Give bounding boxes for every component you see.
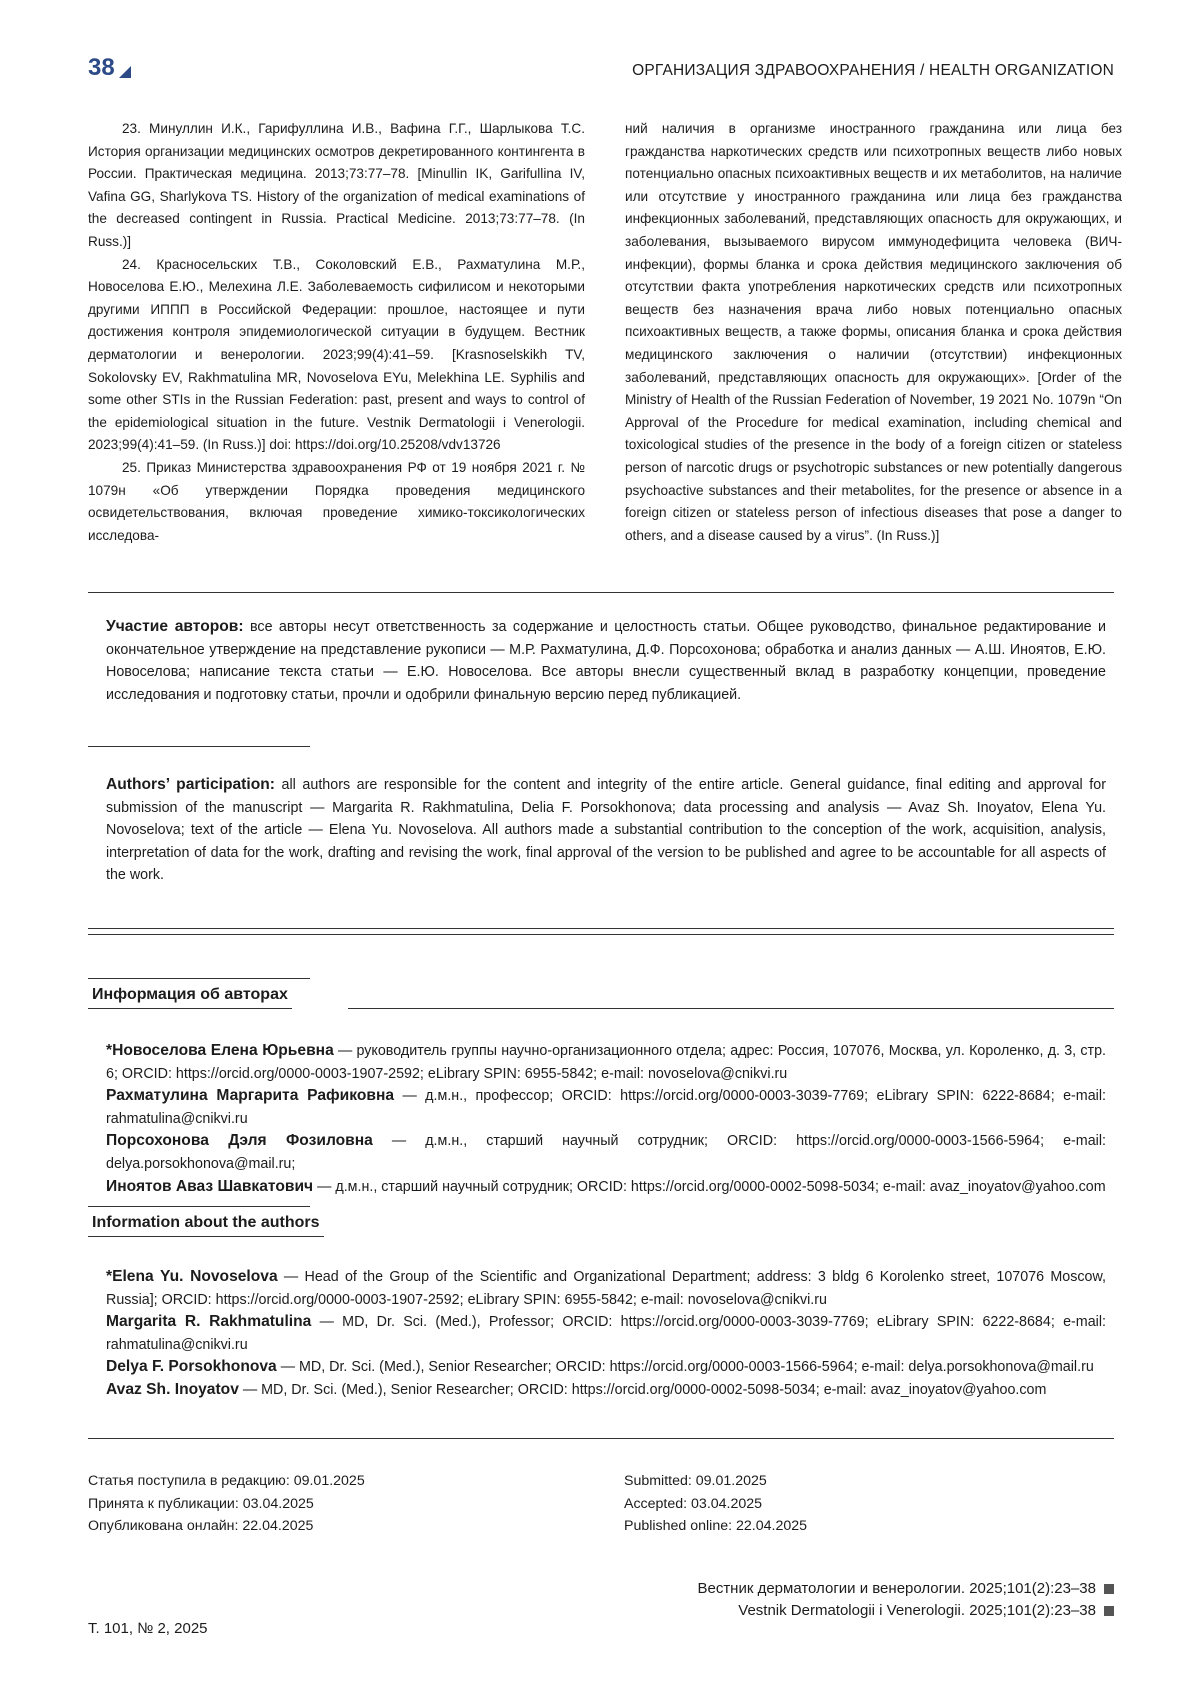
participation-ru-text: все авторы несут ответственность за содержание и целостность статьи. Общее руководство, финальное редактирование и окончательное утверждение на представление рукописи — М.Р. Рахматулина, Д.Ф. Порсохонова; обработка и анализ данных — А.Ш. Иноятов, Е.Ю. Новоселова; написание текста статьи — Е.Ю. Новоселова. Все авторы внесли существенный вклад в разработку концепции, проведение исследования и подготовку статьи, прочли и одобрили финальную версию перед публикацией.: [106, 619, 1107, 703]
author-en-item: Avaz Sh. Inoyatov — MD, Dr. Sci. (Med.), Senior Researcher; ORCID: https://orcid.org/0000-0002-5098-5034; e-mail: avaz_inoyatov@yahoo.com: [106, 1380, 1047, 1398]
dates-en: [624, 1470, 807, 1538]
authors-en-list: [106, 1266, 1106, 1402]
date-submitted-ru: Статья поступила в редакцию: 09.01.2025: [88, 1473, 365, 1489]
references: [88, 118, 1122, 547]
date-published-en: Published online: 22.04.2025: [624, 1518, 808, 1535]
author-en-item: Delya F. Porsokhonova — MD, Dr. Sci. (Med.), Senior Researcher; ORCID: https://orcid.org/0000-0003-1566-5964; e-mail: delya.porsokhonova@mail.ru: [106, 1358, 1094, 1376]
square-icon: [1104, 1606, 1114, 1616]
footer-journal-en: Vestnik Dermatologii i Venerologii. 2025;101(2):23–38: [738, 1602, 1096, 1619]
tab-top-line: [88, 978, 310, 979]
date-published-ru: Опубликована онлайн: 22.04.2025: [88, 1518, 314, 1535]
reference-25-part1: 25. Приказ Министерства здравоохранения РФ от 19 ноября 2021 г. № 1079н «Об утверждении Порядка проведения медицинского освидетельствования, включая проведение химико-токсикологических исследова-: [88, 459, 585, 543]
participation-en: [106, 774, 1106, 887]
author-ru-item: Порсохонова Дэля Фозиловна — д.м.н., старший научный сотрудник; ORCID: https://orcid.org/0000-0003-1566-5964; e-mail: delya.porsokhonova@mail.ru;: [106, 1132, 1106, 1172]
authors-en-title: Information about the authors: [88, 1212, 324, 1237]
date-accepted-ru: Принята к публикации: 03.04.2025: [88, 1495, 314, 1512]
participation-ru-label: Участие авторов:: [106, 618, 244, 635]
authors-ru-title: Информация об авторах: [88, 984, 292, 1009]
tab-top-line: [88, 1206, 310, 1207]
reference-24: 24. Красносельских Т.В., Соколовский Е.В., Рахматулина М.Р., Новоселова Е.Ю., Мелехина Л.Е. Заболеваемость сифилисом и некоторыми другими ИППП в Российской Федерации: прошлое, настоящее и пути достижения контроля эпидемиологической ситуации в будущем. Вестник дерматологии и венерологии. 2023;99(4):41–59. [Krasnoselskikh TV, Sokolovsky EV, Rakhmatulina MR, Novoselova EYu, Melekhina LE. Syphilis and some other STIs in the Russian Federation: past, present and ways to control of the epidemiological situation in the future. Vestnik Dermatologii i Venerologii. 2023;99(4):41–59. (In Russ.)] doi: https://doi.org/10.25208/vdv13726: [88, 256, 585, 453]
author-en-item: Margarita R. Rakhmatulina — MD, Dr. Sci. (Med.), Professor; ORCID: https://orcid.org/0000-0003-3039-7769; eLibrary SPIN: 6222-8684; e-mail: rahmatulina@cnikvi.ru: [106, 1313, 1106, 1353]
divider: [88, 1438, 1114, 1439]
reference-25-part2: ний наличия в организме иностранного гражданина или лица без гражданства наркотических средств или психотропных веществ либо новых потенциально опасных психоактивных веществ и их метаболитов, на наличие или отсутствие у иностранного гражданина или лица без гражданства инфекционных заболеваний, представляющих опасность для окружающих, и заболевания, вызываемого вирусом иммунодефицита человека (ВИЧ-инфекции), формы бланка и срока действия медицинского заключения об отсутствии факта употребления наркотических средств или психотропных веществ без назначения врача либо новых потенциально опасных психоактивных веществ, а также формы, описания бланка и срока действия медицинского заключения о наличии (отсутствии) инфекционных заболеваний, представляющих опасность для окружающих». [Order of the Ministry of Health of the Russian Federation of November, 19 2021 No. 1079n “On Approval of the Procedure for medical examination, including chemical and toxicological studies of the presence in the body of a foreign citizen or stateless person of narcotic drugs or psychotropic substances or new potentially dangerous psychoactive substances and their metabolites, for the presence or absence in a foreign citizen or stateless person of infectious diseases that pose a danger to others, and a disease caused by a virus”. (In Russ.)]: [625, 121, 1122, 543]
footer-journal-ru: Вестник дерматологии и венерологии. 2025;101(2):23–38: [697, 1580, 1096, 1597]
participation-ru: [106, 616, 1106, 706]
references-column-right: [625, 118, 1122, 547]
divider: [88, 592, 1114, 593]
author-ru-item: Иноятов Аваз Шавкатович — д.м.н., старший научный сотрудник; ORCID: https://orcid.org/0000-0002-5098-5034; e-mail: avaz_inoyatov@yahoo.com: [106, 1177, 1106, 1195]
tab-rule: [348, 1008, 1114, 1009]
divider: [88, 928, 1114, 929]
participation-en-text: all authors are responsible for the content and integrity of the entire article. General guidance, final editing and approval for submission of the manuscript — Margarita R. Rakhmatulina, Delia F. Porsokhonova; data processing and analysis — Avaz Sh. Inoyatov, Elena Yu. Novoselova; text of the article — Elena Yu. Novoselova. All authors made a substantial contribution to the conception of the work, acquisition, analysis, interpretation of data for the work, drafting and revising the work, final approval of the version to be published and agree to be accountable for all aspects of the work.: [106, 777, 1106, 884]
dates-ru: [88, 1470, 365, 1538]
footer-volume: Т. 101, № 2, 2025: [88, 1620, 208, 1637]
page-number: 38: [88, 54, 131, 82]
date-accepted-en: Accepted: 03.04.2025: [624, 1495, 763, 1512]
square-icon: [1104, 1584, 1114, 1594]
footer-journal: [697, 1578, 1114, 1622]
short-divider: [88, 746, 310, 747]
reference-23: 23. Минуллин И.К., Гарифуллина И.В., Вафина Г.Г., Шарлыкова Т.С. История организации медицинских осмотров декретированного контингента в России. Практическая медицина. 2013;73:77–78. [Minullin IK, Garifullina IV, Vafina GG, Sharlykova TS. History of the organization of medical examinations of the decreased contingent in Russia. Practical Medicine. 2013;73:77–78. (In Russ.)]: [88, 121, 585, 249]
authors-ru-list: [106, 1040, 1106, 1198]
participation-en-label: Authors’ participation:: [106, 776, 275, 793]
author-ru-item: Рахматулина Маргарита Рафиковна — д.м.н., профессор; ORCID: https://orcid.org/0000-0003-3039-7769; eLibrary SPIN: 6222-8684; e-mail: rahmatulina@cnikvi.ru: [106, 1087, 1106, 1127]
author-en-item: *Elena Yu. Novoselova — Head of the Group of the Scientific and Organizational Department; address: 3 bldg 6 Korolenko street, 107076 Moscow, Russia]; ORCID: https://orcid.org/0000-0003-1907-2592; eLibrary SPIN: 6955-5842; e-mail: novoselova@cnikvi.ru: [106, 1268, 1106, 1308]
corner-triangle-icon: [119, 66, 131, 78]
author-ru-item: *Новоселова Елена Юрьевна — руководитель группы научно-организационного отдела; адрес: Россия, 107076, Москва, ул. Короленко, д. 3, стр. 6; ORCID: https://orcid.org/0000-0003-1907-2592; eLibrary SPIN: 6955-5842; e-mail: novoselova@cnikvi.ru: [106, 1042, 1106, 1082]
date-submitted-en: Submitted: 09.01.2025: [624, 1473, 767, 1489]
divider: [88, 934, 1114, 935]
running-head: ОРГАНИЗАЦИЯ ЗДРАВООХРАНЕНИЯ / HEALTH ORGANIZATION: [632, 62, 1114, 79]
references-column-left: [88, 118, 585, 547]
